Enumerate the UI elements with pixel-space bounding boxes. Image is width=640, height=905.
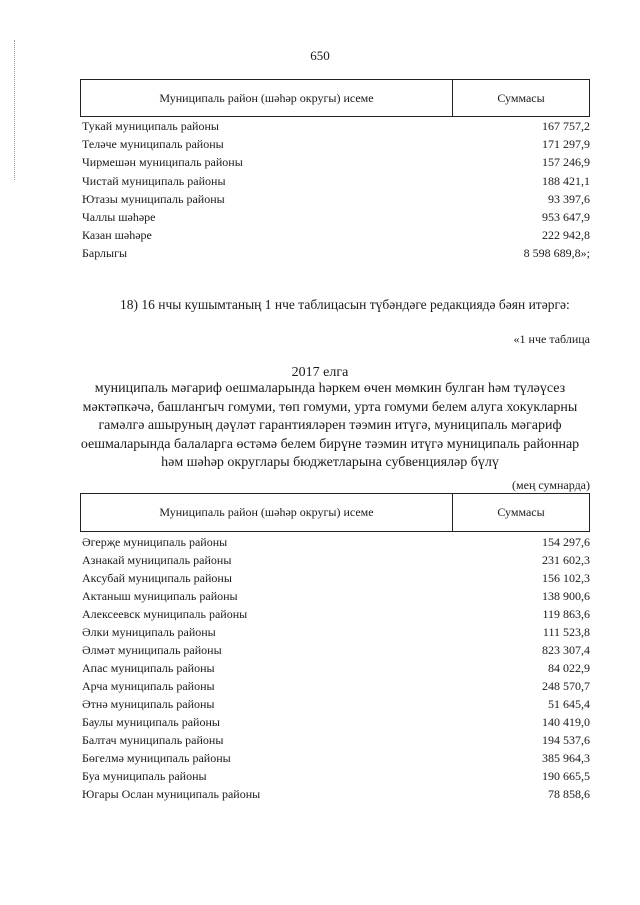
district-name: Бөгелмә муниципаль районы [82,751,231,765]
district-name: Алексеевск муниципаль районы [82,607,248,621]
table-row [82,731,590,749]
district-sum: 140 419,0 [542,715,590,729]
district-name: Баулы муниципаль районы [82,715,220,729]
district-sum: 194 537,6 [542,733,590,747]
table-row [82,190,590,208]
district-sum: 953 647,9 [542,209,590,224]
district-name: Әтнә муниципаль районы [82,697,215,711]
district-sum: 93 397,6 [548,191,590,206]
district-sum: 190 665,5 [542,769,590,783]
table-row [82,208,590,226]
table-row [82,749,590,767]
district-name: Азнакай муниципаль районы [82,553,232,567]
district-sum: 171 297,9 [542,137,590,152]
table-row [82,569,590,587]
district-sum: 222 942,8 [542,228,590,243]
district-name: Арча муниципаль районы [82,679,215,693]
district-sum: 84 022,9 [548,661,590,675]
table-row [82,533,590,551]
title-line: һәм шәһәр округлары бюджетларына субвенцияләр бүлү [161,455,499,470]
district-name: Актаныш муниципаль районы [82,589,238,603]
district-sum: 823 307,4 [542,643,590,657]
table-row [82,785,590,803]
district-name: Әгерҗе муниципаль районы [82,535,228,549]
clause-text: 18) 16 нчы кушымтаның 1 нче таблицасын түбәндәге редакциядә бәян итәргә: [120,297,570,312]
table2-header-sum: Суммасы [497,505,545,519]
title-line: муниципаль мәгариф оешмаларында һәркем өчен мөмкин булган һәм түләүсез [94,381,566,396]
table1-header-name: Муниципаль район (шәһәр округы) исеме [81,80,453,116]
district-sum: 154 297,6 [542,535,590,549]
district-sum: 385 964,3 [542,751,590,765]
district-name: Казан шәһәре [82,228,152,243]
district-sum: 248 570,7 [542,679,590,693]
district-name: Югары Ослан муниципаль районы [82,787,261,801]
table-row [82,767,590,785]
district-name: Буа муниципаль районы [82,769,207,783]
table-row [82,677,590,695]
table1-header [80,79,590,117]
district-name: Барлыгы [82,246,128,261]
table-row [82,153,590,171]
table1-body [82,117,590,263]
district-name: Чаллы шәһәре [82,209,156,224]
district-name: Ютазы муниципаль районы [82,191,225,206]
table-row [82,135,590,153]
units-note: (мең сумнарда) [512,478,590,492]
table-label: «1 нче таблица [513,332,590,346]
district-name: Чистай муниципаль районы [82,173,226,188]
district-name: Балтач муниципаль районы [82,733,224,747]
table-row [82,605,590,623]
district-sum: 78 858,6 [548,787,590,801]
district-name: Тукай муниципаль районы [82,119,219,133]
district-sum: 167 757,2 [542,119,590,133]
table-row [82,172,590,190]
district-sum: 188 421,1 [542,173,590,188]
district-sum: 8 598 689,8»; [523,246,590,261]
year-heading: 2017 елга [291,365,349,380]
district-sum: 138 900,6 [542,589,590,603]
district-name: Теләче муниципаль районы [82,137,224,152]
table-row [82,244,590,262]
table2-body [82,533,590,803]
table-row [82,659,590,677]
table1-header-sum: Суммасы [497,90,545,105]
table-row [82,713,590,731]
table2-title [60,380,600,473]
table2-header [80,493,590,532]
title-line: мәктәпкәчә, башлангыч гомуми, төп гомуми, урта гомуми белем алуга хокукларны [82,399,578,415]
district-name: Әлмәт муниципаль районы [82,643,222,657]
district-sum: 157 246,9 [542,155,590,170]
table2-header-name: Муниципаль район (шәһәр округы) исеме [81,494,453,531]
district-name: Әлки муниципаль районы [82,625,216,639]
district-sum: 51 645,4 [548,697,590,711]
table-row [82,117,590,135]
table-row [82,587,590,605]
district-name: Аксубай муниципаль районы [82,571,232,585]
table-row [82,551,590,569]
table-row [82,695,590,713]
page-number: 650 [310,48,330,63]
district-sum: 111 523,8 [542,625,590,639]
district-sum: 119 863,6 [542,607,590,621]
title-line: гамәлгә ашыруның дәүләт гарантияләрен тәэмин итүгә, муниципаль мәгариф [98,418,562,433]
district-name: Чирмешән муниципаль районы [82,155,243,170]
district-sum: 231 602,3 [542,553,590,567]
district-name: Апас муниципаль районы [82,661,215,675]
title-line: оешмаларында балаларга өстәмә белем бирүне тәэмин итүгә муниципаль районнар [80,436,580,452]
district-sum: 156 102,3 [542,571,590,585]
table-row [82,226,590,244]
table-row [82,623,590,641]
table-row [82,641,590,659]
